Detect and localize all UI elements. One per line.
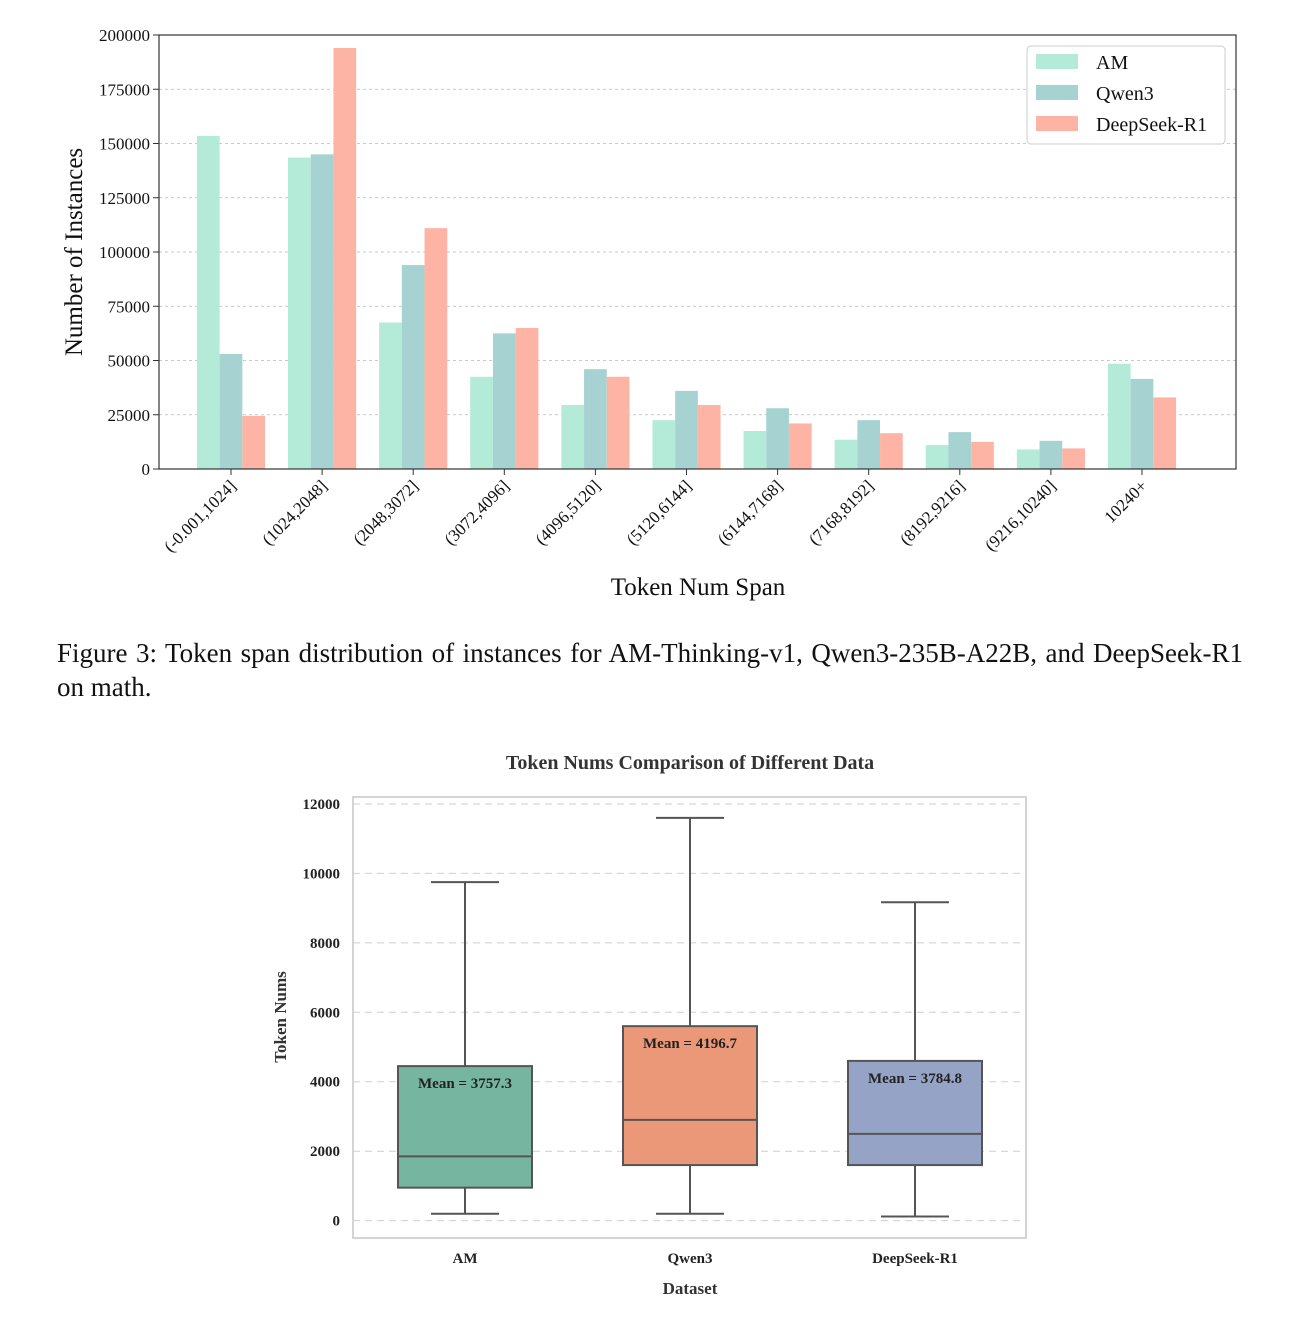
y-tick-label: 75000 (107, 297, 150, 317)
x-tick-label: (9216,10240] (981, 476, 1060, 555)
x-tick-label: (-0.001,1024] (160, 476, 240, 556)
box-group-deepseek-r1 (848, 902, 982, 1216)
y-tick-label: 12000 (302, 796, 340, 813)
x-axis-label: Token Num Span (610, 574, 786, 601)
x-tick-label: (5120,6144] (622, 476, 696, 549)
legend-label-am: AM (1096, 52, 1129, 74)
y-tick-label: 4000 (310, 1074, 340, 1091)
y-tick-label: 0 (332, 1213, 340, 1230)
mean-label-qwen3: Mean = 4196.7 (643, 1036, 737, 1053)
legend-label-qwen3: Qwen3 (1096, 83, 1154, 105)
y-tick-label: 25000 (107, 405, 150, 425)
x-tick-label-deepseek-r1: DeepSeek-R1 (872, 1251, 958, 1267)
mean-label-deepseek-r1: Mean = 3784.8 (868, 1070, 962, 1087)
x-tick-label: (1024,2048] (258, 476, 331, 549)
x-tick-label-qwen3: Qwen3 (667, 1251, 713, 1267)
x-tick-label-am: AM (452, 1251, 478, 1267)
y-tick-label: 0 (141, 460, 150, 479)
y-tick-label: 8000 (310, 935, 340, 952)
x-tick-label: 10240+ (1100, 476, 1151, 527)
x-axis-label: Dataset (662, 1279, 718, 1298)
y-tick-label: 150000 (99, 134, 150, 154)
y-tick-label: 10000 (302, 866, 340, 883)
x-tick-label: (8192,9216] (896, 476, 969, 549)
box-group-am (398, 882, 532, 1214)
y-axis-label: Token Nums (271, 971, 290, 1063)
mean-label-am: Mean = 3757.3 (418, 1076, 512, 1093)
box-group-qwen3 (623, 818, 757, 1214)
x-tick-label: (2048,3072] (349, 476, 423, 549)
y-tick-label: 200000 (99, 26, 150, 45)
y-tick-label: 100000 (99, 243, 150, 262)
x-tick-label: (4096,5120] (531, 476, 605, 549)
figure-caption: Figure 3: Token span distribution of instances for AM-Thinking-v1, Qwen3-235B-A22B, and DeepSeek-R1 on math. (57, 638, 1243, 702)
x-tick-label: (6144,7168] (713, 476, 787, 549)
y-tick-label: 6000 (310, 1005, 340, 1022)
y-axis-label: Number of Instances (61, 147, 88, 357)
y-tick-label: 175000 (99, 80, 150, 100)
y-tick-label: 50000 (107, 351, 150, 371)
legend-label-deepseek-r1: DeepSeek-R1 (1096, 114, 1208, 136)
x-tick-label: (3072,4096] (440, 476, 514, 549)
box-chart-title: Token Nums Comparison of Different Data (505, 752, 875, 774)
y-tick-label: 2000 (310, 1144, 340, 1161)
x-tick-label: (7168,8192] (804, 476, 878, 549)
y-tick-label: 125000 (99, 188, 150, 208)
